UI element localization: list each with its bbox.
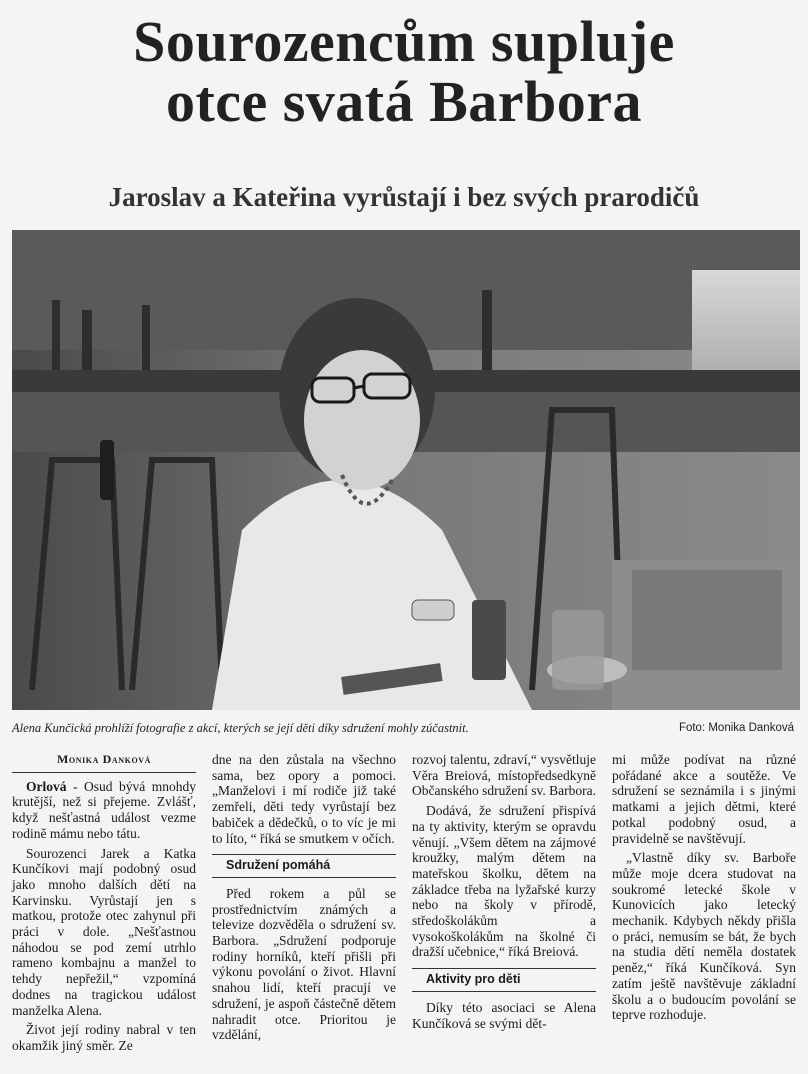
paragraph: Sourozenci Jarek a Katka Kunčíkovi mají podobný osud jako mnoho dalších dětí na Karvinsku. Vyrůstají jen s matkou, protože otec zahynul při práci v dole. „Nešťastnou náhodou se pod zemí utrhlo rameno kombajnu a manžel to tehdy nepřežil,“ vzpomíná dodnes na tragickou událost manželka Alena. bbox=[12, 845, 196, 1018]
section-heading: Sdružení pomáhá bbox=[212, 854, 396, 878]
article-column-1 bbox=[12, 752, 196, 1054]
article-photo bbox=[12, 230, 800, 710]
photo-credit: Foto: Monika Danková bbox=[678, 722, 794, 734]
article-column-4 bbox=[612, 752, 796, 1023]
byline: Monika Danková bbox=[12, 752, 196, 773]
headline-line-2: otce svatá Barbora bbox=[165, 69, 643, 134]
article-column-3 bbox=[412, 752, 596, 1031]
paragraph: Dodává, že sdružení přispívá na ty aktivity, kterým se opravdu věnují. „Všem dětem na zájmové kroužky, malým dětem na mateřskou školku, dětem na základce třeba na lyžařské kurzy nebo na školy v přírodě, středoškolákům a vysokoškolákům na školné či dražší učebnice,“ říká Breiová. bbox=[412, 803, 596, 960]
paragraph: dne na den zůstala na všechno sama, bez opory a pomoci. „Manželovi i mí rodiče již také zemřeli, děti tedy vyrůstají bez babiček a dědečků, o to víc je mi to líto, “ říká se smutkem v očích. bbox=[212, 752, 396, 846]
photo-illustration bbox=[12, 230, 800, 710]
paragraph: mi může podívat na různé pořádané akce a soutěže. Ve sdružení se seznámila i s jinými matkami a jejich dětmi, které potkal podobný osud, a pravidelně se navštěvují. bbox=[612, 752, 796, 846]
photo-caption: Alena Kunčická prohlíží fotografie z akcí, kterých se její děti díky sdružení mohly zúčastnit. bbox=[12, 721, 469, 735]
paragraph: rozvoj talentu, zdraví,“ vysvětluje Věra Breiová, místopředsedkyně Občanského sdružení sv. Barbora. bbox=[412, 752, 596, 799]
headline bbox=[0, 9, 808, 134]
headline-line-1: Sourozencům supluje bbox=[133, 9, 675, 74]
paragraph: Díky této asociaci se Alena Kunčíková se svými dět- bbox=[412, 999, 596, 1031]
paragraph: Život její rodiny nabral v ten okamžik jiný směr. Ze bbox=[12, 1022, 196, 1053]
dateline: Orlová bbox=[26, 778, 67, 794]
article-column-2 bbox=[212, 752, 396, 1043]
paragraph: „Vlastně díky sv. Barboře může moje dcera studovat na soukromé letecké škole v Kunovicích jako letecký mechanik. Kdybych někdy přišla o práci, nemusím se bát, že bych na studia dětí neměla dostatek peněz,“ říká Kunčíková. Syn zatím ještě navštěvuje základní školu a o budoucím povolání se teprve rozhoduje. bbox=[612, 850, 796, 1023]
section-heading: Aktivity pro děti bbox=[412, 968, 596, 992]
paragraph: Před rokem a půl se prostřednictvím známých a televize dozvěděla o sdružení sv. Barbora. „Sdružení podporuje rodiny horníků, kteří přišli při výkonu povolání o život. Hlavní snahou lidí, kteří pracují ve sdružení, je aspoň částečně dětem nahradit otce. Prioritou je vzdělání, bbox=[212, 885, 396, 1043]
subheadline: Jaroslav a Kateřina vyrůstají i bez svých prarodičů bbox=[108, 182, 700, 212]
paragraph-text: - Osud bývá mnohdy krutější, než si přejeme. Zvlášť, když nešťastná událost vezme rodině mámu nebo tátu. bbox=[12, 778, 196, 841]
paragraph bbox=[12, 779, 196, 842]
